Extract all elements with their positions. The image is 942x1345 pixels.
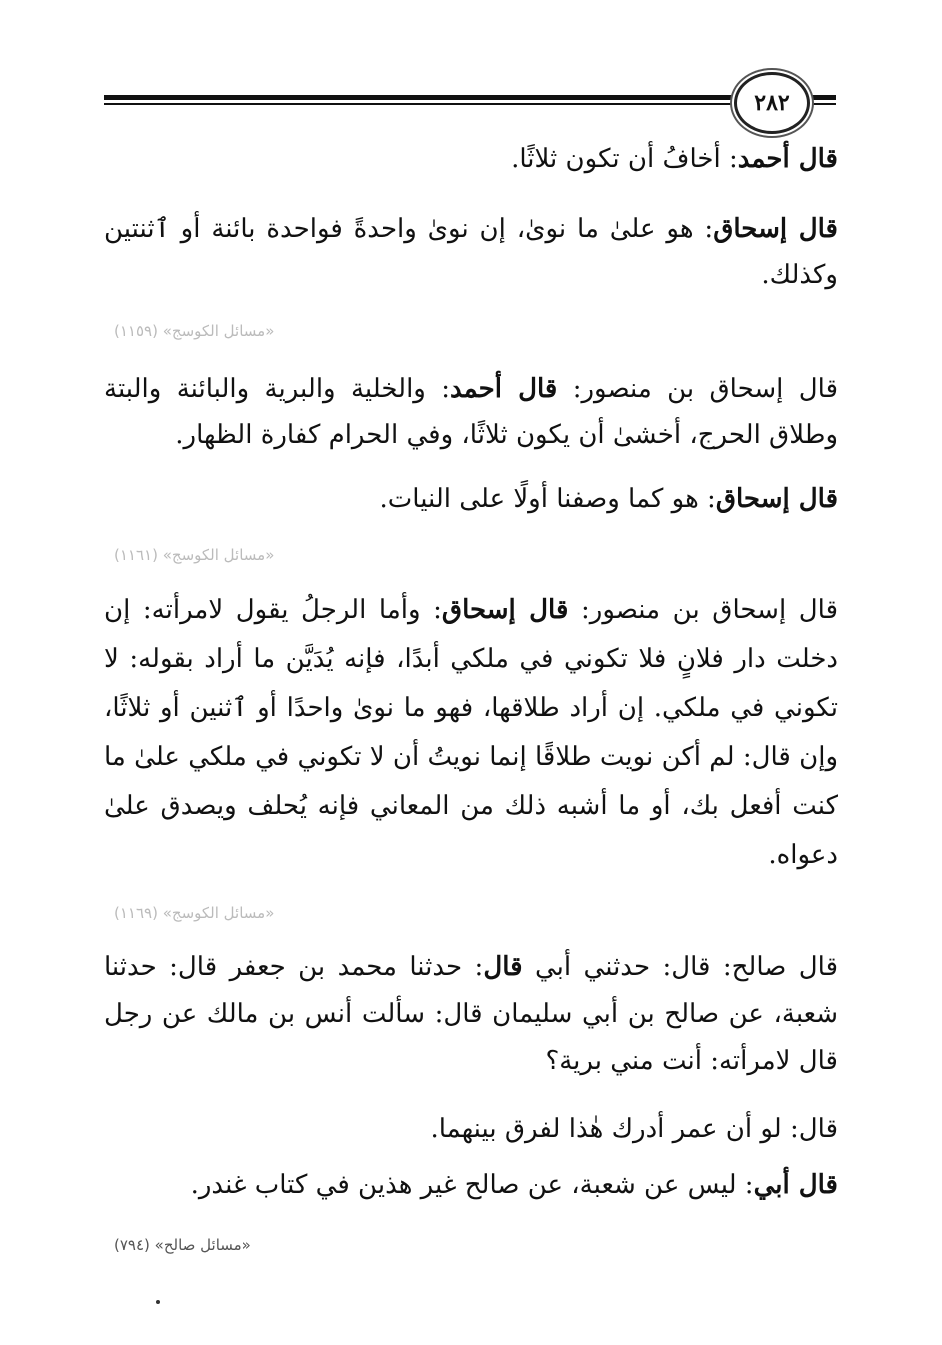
- speaker-label: قال إسحاق: [715, 484, 838, 514]
- paragraph-2: [104, 206, 838, 298]
- speaker-label: قال: [483, 952, 523, 982]
- page-number: ٢٨٢: [754, 90, 790, 116]
- paragraph-lead: قال صالح: قال: حدثني أبي: [522, 952, 839, 982]
- paragraph-5: [104, 586, 838, 880]
- paragraph-text: : أخافُ أن تكون ثلاثًا.: [511, 144, 738, 174]
- speaker-label: قال أبي: [753, 1170, 838, 1200]
- header-rule-right: [806, 95, 836, 100]
- paragraph-text: : حدثنا محمد بن جعفر قال: حدثنا شعبة، عن صالح بن أبي سليمان قال: سألت أنس بن مالك عن رجل قال لامرأته: أنت مني برية؟: [104, 952, 838, 1076]
- speaker-label: قال أحمد: [449, 374, 558, 404]
- paragraph-text: : والخلية والبرية والبائنة والبتة وطلاق الحرج، أخشىٰ أن يكون ثلاثًا، وفي الحرام كفارة الظهار.: [104, 374, 838, 450]
- paragraph-7: [104, 1106, 838, 1152]
- paragraph-6: [104, 944, 838, 1085]
- paragraph-text: : وأما الرجلُ يقول لامرأته: إن دخلت دار فلانٍ فلا تكوني في ملكي أبدًا، فإنه يُدَيَّن ما أراد بقوله: لا تكوني في ملكي. إن أراد طلاقها، فهو ما نوىٰ واحدًا أو ٱثنين أو ثلاثًا، وإن قال: لم أكن نويت طلاقًا إنما نويتُ أن لا تكوني في ملكي علىٰ ما كنت أفعل بك، أو ما أشبه ذلك من المعاني فإنه يُحلف ويصدق علىٰ دعواه.: [104, 595, 838, 870]
- paragraph-lead: قال إسحاق بن منصور:: [557, 374, 838, 404]
- source-citation: «مسائل الكوسج» (١١٦١): [114, 546, 275, 564]
- source-citation: «مسائل الكوسج» (١١٦٩): [114, 904, 275, 922]
- header-rule-right-thin: [806, 103, 836, 105]
- speaker-label: قال إسحاق: [713, 214, 838, 244]
- page-mark: [156, 1300, 160, 1304]
- paragraph-3: [104, 366, 838, 458]
- page-header: [104, 72, 834, 136]
- paragraph-4: [104, 476, 838, 522]
- paragraph-text: : هو كما وصفنا أولًا على النيات.: [379, 484, 716, 514]
- paragraph-8: [104, 1162, 838, 1208]
- speaker-label: قال أحمد: [737, 144, 838, 174]
- paragraph-lead: قال إسحاق بن منصور:: [568, 595, 838, 625]
- paragraph-text: : ليس عن شعبة، عن صالح غير هذين في كتاب غندر.: [190, 1170, 754, 1200]
- speaker-label: قال إسحاق: [441, 595, 569, 625]
- paragraph-text: : هو علىٰ ما نوىٰ، إن نوىٰ واحدةً فواحدة بائنة أو ٱثنتين وكذلك.: [104, 214, 838, 290]
- source-citation: «مسائل صالح» (٧٩٤): [114, 1236, 251, 1254]
- page-number-medallion: [734, 72, 810, 134]
- header-rule: [104, 95, 732, 100]
- header-rule-thin: [104, 103, 732, 105]
- paragraph-text: قال: لو أن عمر أدرك هٰذا لفرق بينهما.: [430, 1114, 838, 1144]
- source-citation: «مسائل الكوسج» (١١٥٩): [114, 322, 275, 340]
- paragraph-1: [104, 136, 838, 182]
